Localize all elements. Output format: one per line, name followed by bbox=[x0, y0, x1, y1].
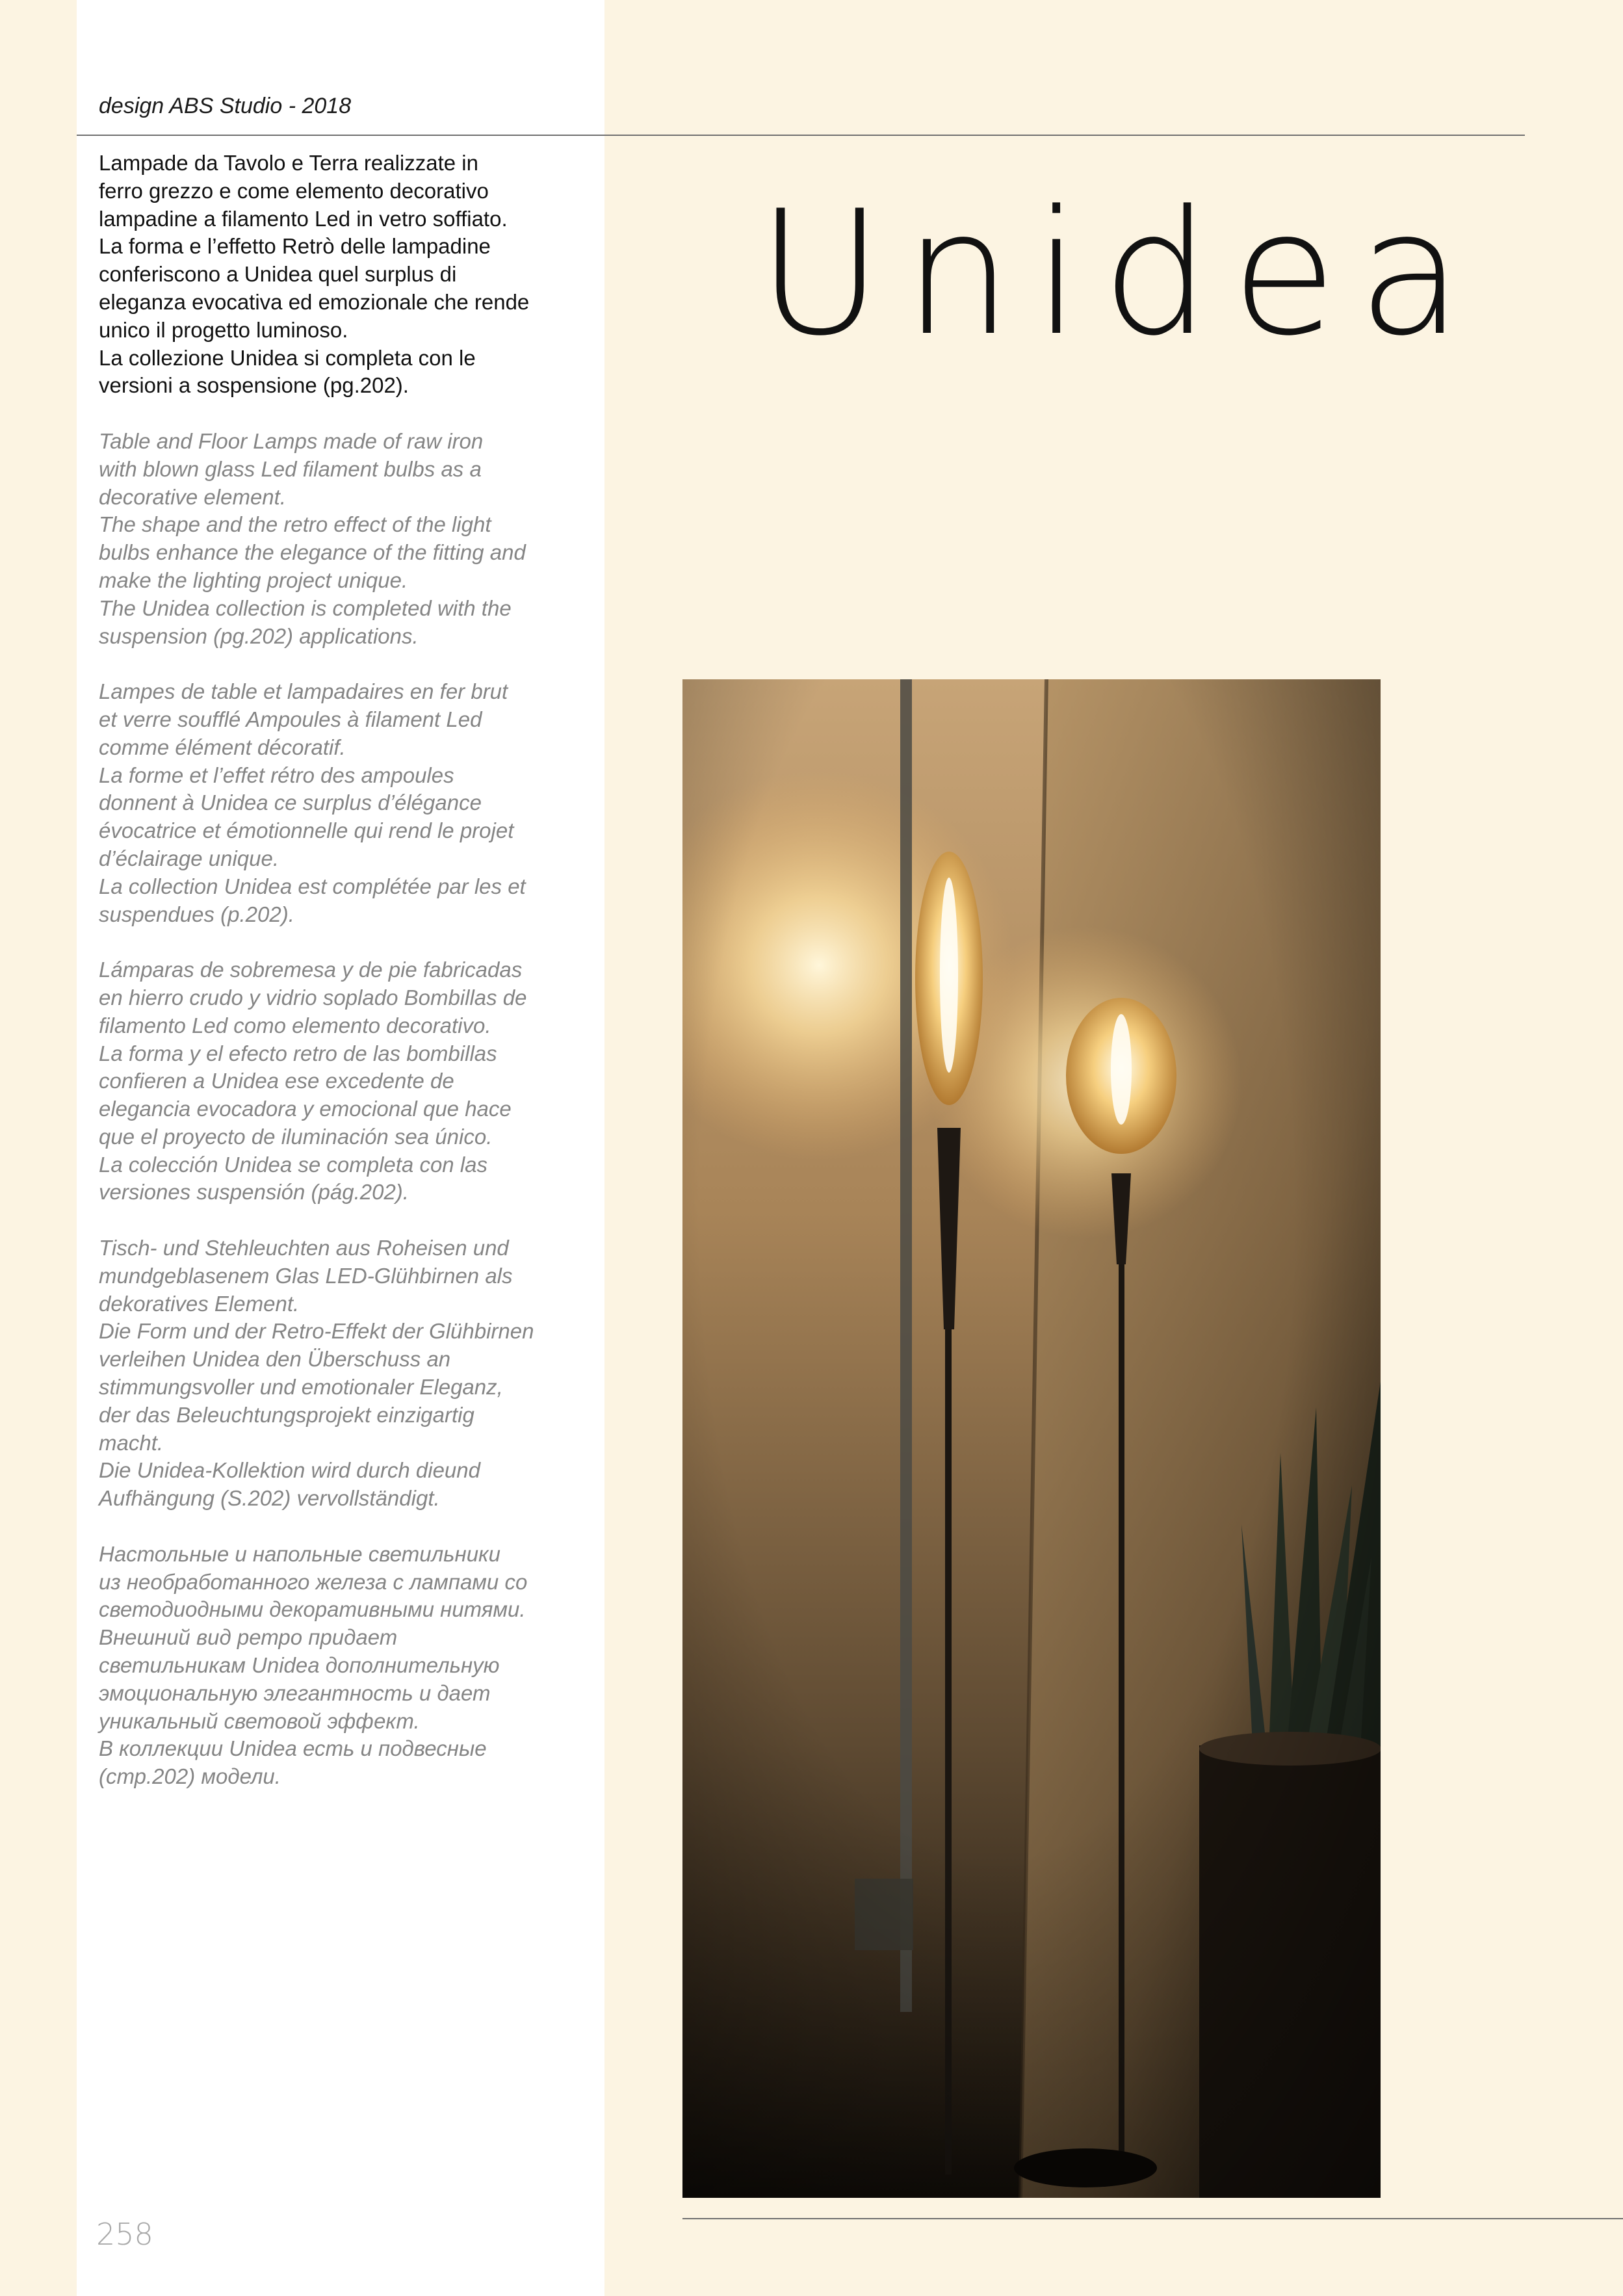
description-line: unico il progetto luminoso. bbox=[99, 317, 348, 342]
description-russian bbox=[99, 1541, 552, 1791]
description-line: светильникам Unidea дополнительную bbox=[99, 1653, 500, 1678]
description-line: эмоциональную элегантность и дает bbox=[99, 1680, 491, 1705]
description-line: decorative element. bbox=[99, 484, 286, 509]
lamp-scene-illustration bbox=[682, 679, 1381, 2198]
description-line: suspension (pg.202) applications. bbox=[99, 623, 419, 648]
description-line: eleganza evocativa ed emozionale che rende bbox=[99, 289, 530, 314]
description-french bbox=[99, 678, 552, 928]
description-line: В коллекции Unidea есть и подвесные bbox=[99, 1736, 487, 1761]
footer-divider bbox=[682, 2218, 1623, 2219]
photo-vignette bbox=[682, 679, 1381, 2198]
description-line: из необработанного железа с лампами со bbox=[99, 1569, 528, 1594]
description-line: versioni a sospensione (pg.202). bbox=[99, 373, 409, 398]
description-german bbox=[99, 1234, 552, 1513]
description-line: make the lighting project unique. bbox=[99, 567, 408, 592]
description-line: bulbs enhance the elegance of the fitting and bbox=[99, 540, 526, 565]
page-number: 258 bbox=[96, 2217, 153, 2252]
description-line: La forme et l’effet rétro des ampoules bbox=[99, 763, 454, 787]
description-line: La collection Unidea est complétée par les et bbox=[99, 874, 526, 898]
description-line: der das Beleuchtungsprojekt einzigartig bbox=[99, 1402, 474, 1427]
description-line: macht. bbox=[99, 1430, 164, 1455]
description-line: Die Form und der Retro-Effekt der Glühbirnen bbox=[99, 1319, 534, 1344]
description-line: conferiscono a Unidea quel surplus di bbox=[99, 262, 457, 287]
description-english bbox=[99, 428, 552, 650]
description-line: lampadine a filamento Led in vetro soffiato. bbox=[99, 206, 508, 231]
description-line: Настольные и напольные светильники bbox=[99, 1541, 500, 1566]
description-line: La forma y el efecto retro de las bombillas bbox=[99, 1041, 497, 1065]
description-line: Tisch- und Stehleuchten aus Roheisen und bbox=[99, 1236, 509, 1260]
description-line: Table and Floor Lamps made of raw iron bbox=[99, 428, 484, 453]
description-line: versiones suspensión (pág.202). bbox=[99, 1180, 409, 1205]
product-title: Unidea bbox=[757, 174, 1484, 374]
description-line: Die Unidea-Kollektion wird durch dieund bbox=[99, 1458, 480, 1483]
description-line: donnent à Unidea ce surplus d’élégance bbox=[99, 790, 482, 815]
description-line: La collezione Unidea si completa con le bbox=[99, 345, 476, 370]
description-line: ferro grezzo e come elemento decorativo bbox=[99, 178, 489, 203]
description-line: évocatrice et émotionnelle qui rend le projet bbox=[99, 818, 514, 843]
description-italian bbox=[99, 150, 552, 400]
description-line: verleihen Unidea den Überschuss an bbox=[99, 1347, 451, 1372]
description-line: confieren a Unidea ese excedente de bbox=[99, 1069, 454, 1093]
description-line: (стр.202) модели. bbox=[99, 1764, 281, 1789]
description-line: The shape and the retro effect of the light bbox=[99, 512, 491, 537]
product-photo bbox=[682, 679, 1381, 2198]
description-line: светодиодными декоративными нитями. bbox=[99, 1597, 526, 1622]
description-line: et verre soufflé Ampoules à filament Led bbox=[99, 707, 482, 731]
description-line: mundgeblasenem Glas LED-Glühbirnen als bbox=[99, 1263, 513, 1288]
description-line: Lámparas de sobremesa y de pie fabricadas bbox=[99, 958, 523, 982]
description-line: suspendues (p.202). bbox=[99, 902, 294, 926]
description-line: La colección Unidea se completa con las bbox=[99, 1152, 488, 1177]
description-line: filamento Led como elemento decorativo. bbox=[99, 1013, 491, 1037]
description-line: with blown glass Led filament bulbs as a bbox=[99, 456, 482, 481]
description-spanish bbox=[99, 956, 552, 1207]
description-line: уникальный световой эффект. bbox=[99, 1708, 420, 1733]
description-line: que el proyecto de iluminación sea único. bbox=[99, 1124, 493, 1149]
left-margin-strip bbox=[0, 0, 77, 2296]
description-line: Aufhängung (S.202) vervollständigt. bbox=[99, 1486, 440, 1511]
description-line: Lampes de table et lampadaires en fer brut bbox=[99, 679, 508, 704]
description-line: en hierro crudo y vidrio soplado Bombillas de bbox=[99, 985, 527, 1010]
description-line: La forma e l’effetto Retrò delle lampadine bbox=[99, 234, 491, 259]
description-line: comme élément décoratif. bbox=[99, 735, 346, 759]
designer-credit: design ABS Studio - 2018 bbox=[99, 94, 352, 118]
description-line: Lampade da Tavolo e Terra realizzate in bbox=[99, 151, 478, 175]
description-line: d’éclairage unique. bbox=[99, 846, 279, 870]
description-line: Внешний вид ретро придает bbox=[99, 1625, 398, 1650]
header-divider bbox=[77, 135, 1525, 136]
description-line: dekoratives Element. bbox=[99, 1291, 300, 1316]
description-line: stimmungsvoller und emotionaler Eleganz, bbox=[99, 1375, 503, 1400]
description-column bbox=[99, 150, 552, 1819]
description-line: elegancia evocadora y emocional que hace bbox=[99, 1097, 512, 1121]
description-line: The Unidea collection is completed with the bbox=[99, 595, 512, 620]
